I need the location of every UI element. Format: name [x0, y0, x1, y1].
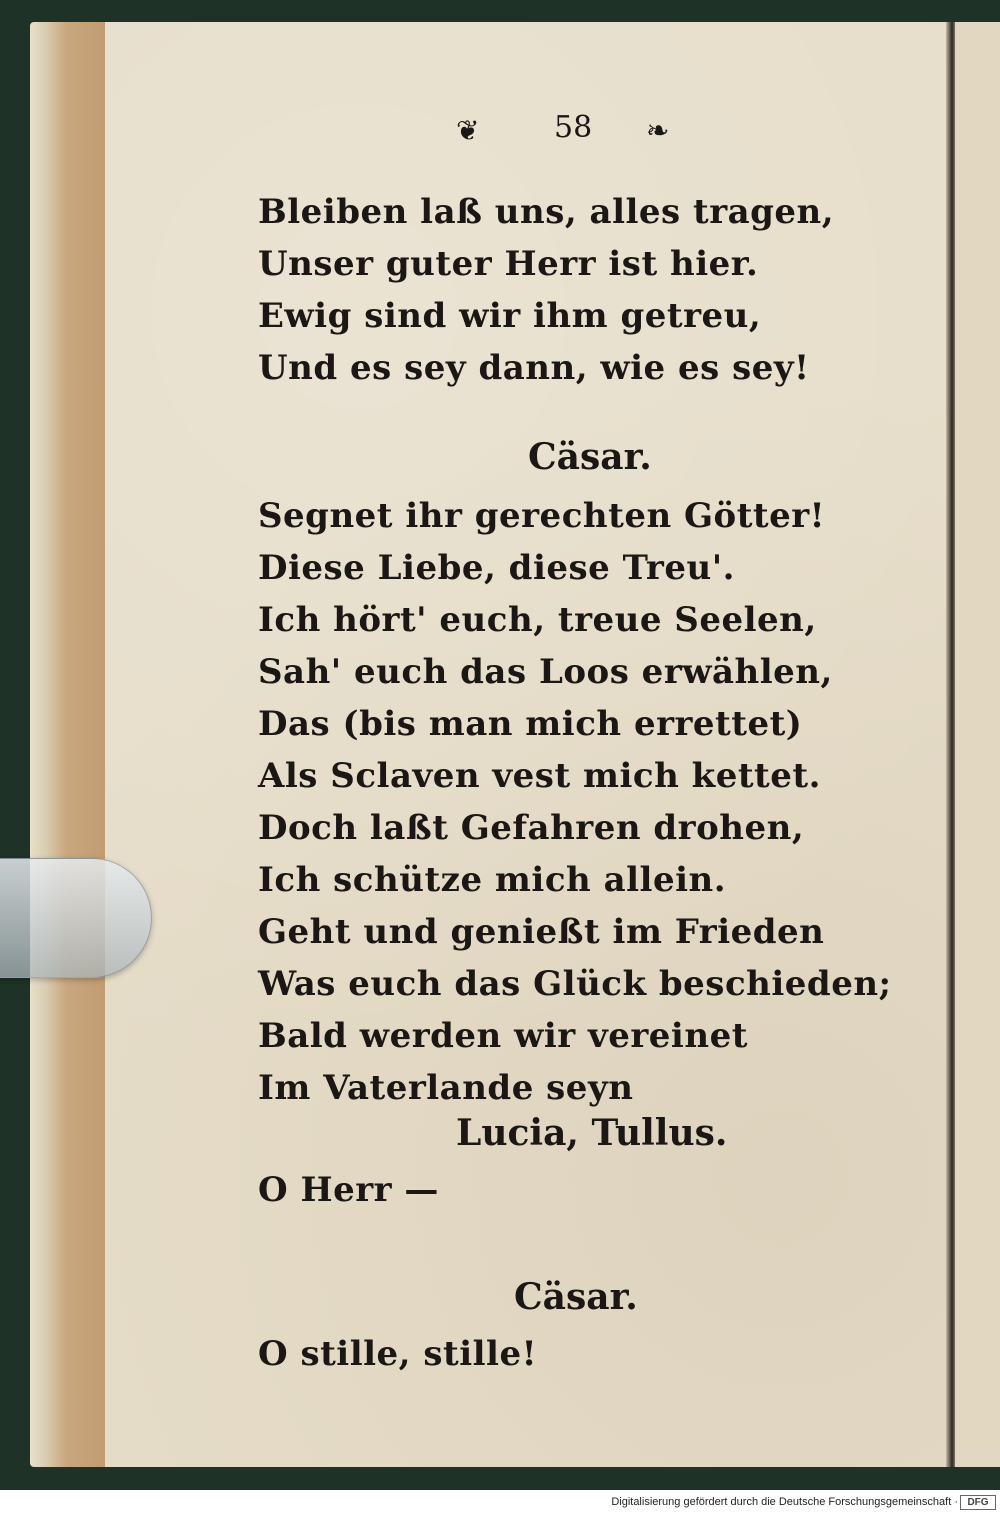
ornament-right-icon: ❧	[646, 114, 670, 147]
page-number: 58	[554, 110, 593, 145]
verse-line: Diese Liebe, diese Treu'.	[258, 548, 735, 588]
speaker-heading: Cäsar.	[514, 1276, 638, 1318]
verse-line: Das (bis man mich errettet)	[258, 704, 803, 744]
verse-line: O stille, stille!	[258, 1334, 538, 1374]
verse-line: O Herr —	[258, 1170, 439, 1210]
page-clip	[0, 858, 152, 978]
page-edge-stack	[30, 22, 110, 1467]
verse-line: Ewig sind wir ihm getreu,	[258, 296, 762, 336]
footer-credit: Digitalisierung gefördert durch die Deutsche Forschungsgemeinschaft ·	[611, 1496, 958, 1508]
verse-line: Was euch das Glück beschieden;	[258, 964, 892, 1004]
ornament-left-icon: ❦	[456, 114, 480, 147]
verse-line: Als Sclaven vest mich kettet.	[258, 756, 821, 796]
verse-line: Unser guter Herr ist hier.	[258, 244, 759, 284]
verse-line: Doch laßt Gefahren drohen,	[258, 808, 805, 848]
verse-line: Ich hört' euch, treue Seelen,	[258, 600, 817, 640]
page-header	[456, 110, 706, 150]
speaker-heading: Lucia, Tullus.	[456, 1112, 728, 1154]
stanza-1	[258, 186, 834, 394]
verse-line: Segnet ihr gerechten Götter!	[258, 496, 826, 536]
speaker-heading: Cäsar.	[528, 436, 652, 478]
verse-line: Und es sey dann, wie es sey!	[258, 348, 810, 388]
verse-line: Ich schütze mich allein.	[258, 860, 727, 900]
verse-line: Bald werden wir vereinet	[258, 1016, 748, 1056]
verse-line: Im Vaterlande seyn	[258, 1068, 634, 1108]
facing-page-edge	[955, 22, 1000, 1467]
verse-line: Sah' euch das Loos erwählen,	[258, 652, 833, 692]
verse-line: Geht und genießt im Frieden	[258, 912, 825, 952]
stanza-2	[258, 490, 892, 1114]
dfg-logo: DFG	[960, 1495, 996, 1510]
verse-line: Bleiben laß uns, alles tragen,	[258, 192, 835, 232]
